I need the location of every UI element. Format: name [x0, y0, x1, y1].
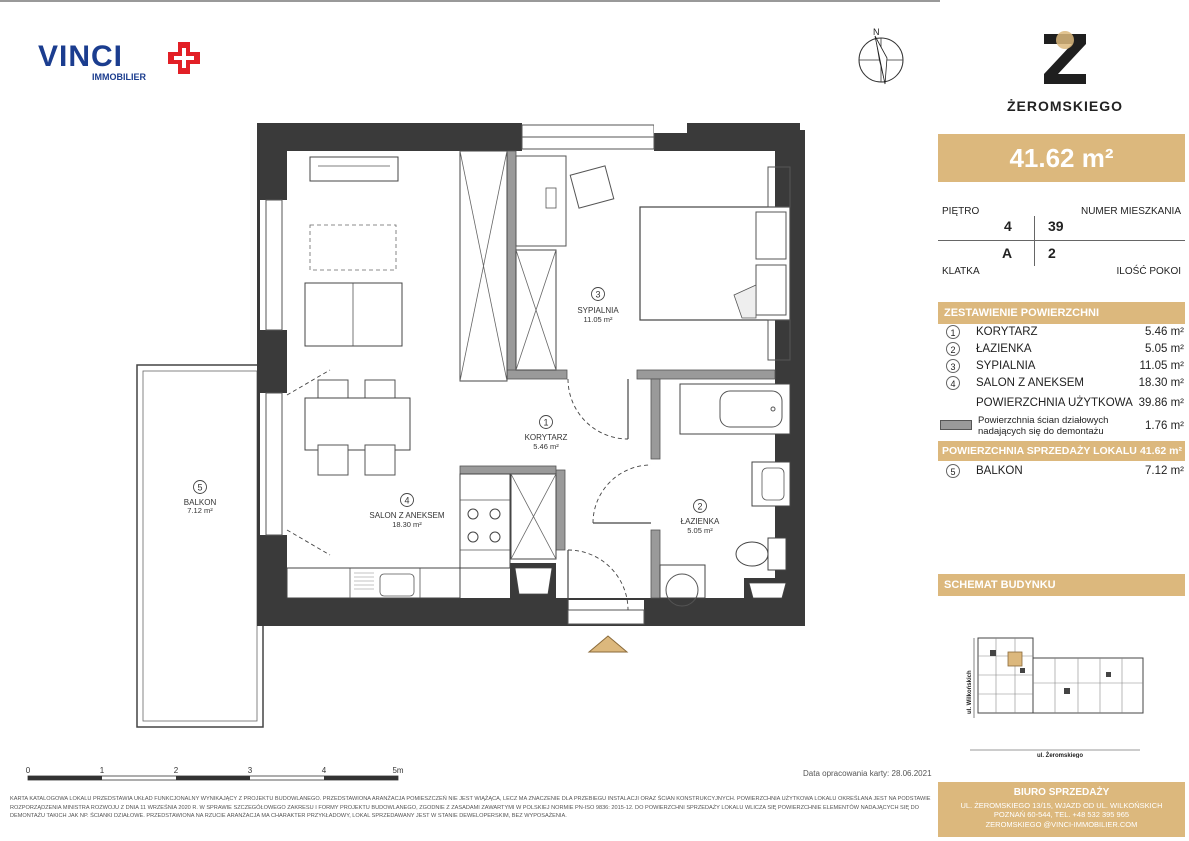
plan-salon-name: SALON Z ANEKSEM [369, 511, 445, 520]
plan-sypialnia-name: SYPIALNIA [577, 306, 619, 315]
vinci-sub: IMMOBILIER [92, 72, 146, 82]
apartment-number-value: 39 [1048, 218, 1064, 234]
plan-balkon-name: BALKON [183, 498, 217, 507]
area-row: 2 ŁAZIENKA 5.05 m² [946, 342, 1184, 358]
walls-swatch [940, 420, 972, 430]
building-schema-header: SCHEMAT BUDYNKU [938, 574, 1185, 596]
scale-tick: 1 [99, 766, 105, 775]
rooms-count-label: ILOŚĆ POKOI [1116, 266, 1181, 277]
schema-street-side: ul. Wilkońskich [967, 670, 973, 714]
floor-value: 4 [1004, 218, 1012, 234]
compass-label: N [873, 27, 880, 37]
plan-korytarz-num: 1 [543, 417, 549, 428]
project-name: ŻEROMSKIEGO [1006, 98, 1123, 114]
plan-balkon-num: 5 [197, 482, 203, 493]
date-note: Data opracowania karty: 28.06.2021 [803, 769, 932, 778]
plan-sypialnia-area: 11.05 m² [583, 315, 613, 324]
walls-area-row: Powierzchnia ścian działowych nadających się do demontażu 1.76 m² [940, 415, 1184, 439]
floor-label: PIĘTRO [942, 206, 980, 217]
apartment-number-label: NUMER MIESZKANIA [1080, 206, 1181, 217]
area-row: 3 SYPIALNIA 11.05 m² [946, 359, 1184, 375]
schema-apartment-highlight [1008, 652, 1022, 666]
sales-office-phone: POZNAŃ 60-544, TEL. +48 532 395 965 [993, 810, 1130, 819]
building-schema [960, 628, 1160, 758]
entrance-marker [589, 636, 627, 652]
staircase-label: KLATKA [942, 266, 980, 277]
apartment-info [938, 198, 1185, 280]
usable-area-row: POWIERZCHNIA UŻYTKOWA 39.86 m² [976, 397, 1184, 409]
plan-lazienka-area: 5.05 m² [687, 526, 713, 535]
vinci-cross-icon [166, 40, 202, 76]
compass-icon [851, 26, 911, 86]
sales-office-title: BIURO SPRZEDAŻY [1013, 787, 1110, 798]
balcony-row: 5 BALKON 7.12 m² [946, 464, 1184, 480]
sale-area-row: POWIERZCHNIA SPRZEDAŻY LOKALU 41.62 m² [938, 441, 1185, 461]
vinci-logo [38, 40, 208, 100]
balcony-outline [137, 365, 263, 727]
plan-salon-area: 18.30 m² [392, 520, 422, 529]
disclaimer: KARTA KATALOGOWA LOKALU PRZEDSTAWIA UKŁAD FUNKCJONALNY WYNIKAJĄCY Z PROJEKTU BUDOWLANEGO. PRZEDSTAWIONA ARANŻACJA POMIESZCZEŃ NIE JEST WIĄŻĄCA, LECZ MA ZNACZENIE DLA PRZEBIEGU INSTALACJI ORAZ ŚCIAN KONSTRUKCYJNYCH. POWIERZCHNIA UŻYTKOWA LOKALU OKREŚLANA JEST NA PODSTAWIE ROZPORZĄDZENIA MINISTRA ROZWOJU Z DNIA 11 WRZEŚNIA 2020 R. W SPRAWIE SZCZEGÓŁOWEGO ZAKRESU I FORMY PROJEKTU BUDOWLANEGO, ZGODNIE Z ZASADAMI ZAWARTYMI W POLSKIEJ NORMIE PN-ISO 9836: 2015-12. DO POWIERZCHNI SPRZEDAŻY LOKALU WLICZA SIĘ POWIERZCHNIE ELEMENTÓW NADAJĄCYCH SIĘ DO DEMONTAŻU TAKICH JAK NP. ŚCIANKI DZIAŁOWE. PRZEDSTAWIONA NA RZUCIE ARANŻACJA MA CHARAKTER PRZYKŁADOWY, LOKAL SPRZEDAWANY JEST W STANIE DEWELOPERSKIM, BEZ WYPOSAŻENIA. [10, 796, 931, 819]
scale-tick: 0 [25, 766, 31, 775]
total-area-value: 41.62 m² [1009, 143, 1114, 173]
scale-tick: 3 [247, 766, 253, 775]
total-area-box [938, 134, 1185, 182]
plan-korytarz-name: KORYTARZ [524, 433, 568, 442]
plan-lazienka-name: ŁAZIENKA [680, 517, 720, 526]
schema-street-bottom: ul. Żeromskiego [1036, 753, 1084, 758]
area-row: 1 KORYTARZ 5.46 m² [946, 325, 1184, 341]
sales-office-box [938, 782, 1185, 837]
scale-tick: 4 [321, 766, 327, 775]
plan-balkon-area: 7.12 m² [187, 506, 213, 515]
areas-header: ZESTAWIENIE POWIERZCHNI [938, 302, 1185, 324]
vinci-wordmark: VINCI [38, 40, 124, 73]
staircase-value: A [1002, 245, 1013, 261]
project-logo [1000, 28, 1130, 120]
scale-tick: 2 [173, 766, 179, 775]
plan-korytarz-area: 5.46 m² [533, 442, 559, 451]
plan-salon-num: 4 [404, 495, 410, 506]
sales-office-address: UL. ŻEROMSKIEGO 13/15, WJAZD OD UL. WILKOŃSKICH [960, 800, 1163, 810]
plan-sypialnia-num: 3 [595, 289, 601, 300]
sales-office-email: ZEROMSKIEGO @VINCI-IMMOBILIER.COM [985, 819, 1138, 829]
scale-tick: 5m [392, 766, 404, 775]
plan-lazienka-num: 2 [697, 501, 703, 512]
rooms-value: 2 [1048, 245, 1056, 261]
area-row: 4 SALON Z ANEKSEM 18.30 m² [946, 376, 1184, 392]
scale-bar [26, 766, 404, 780]
project-logo-icon [1040, 28, 1090, 84]
